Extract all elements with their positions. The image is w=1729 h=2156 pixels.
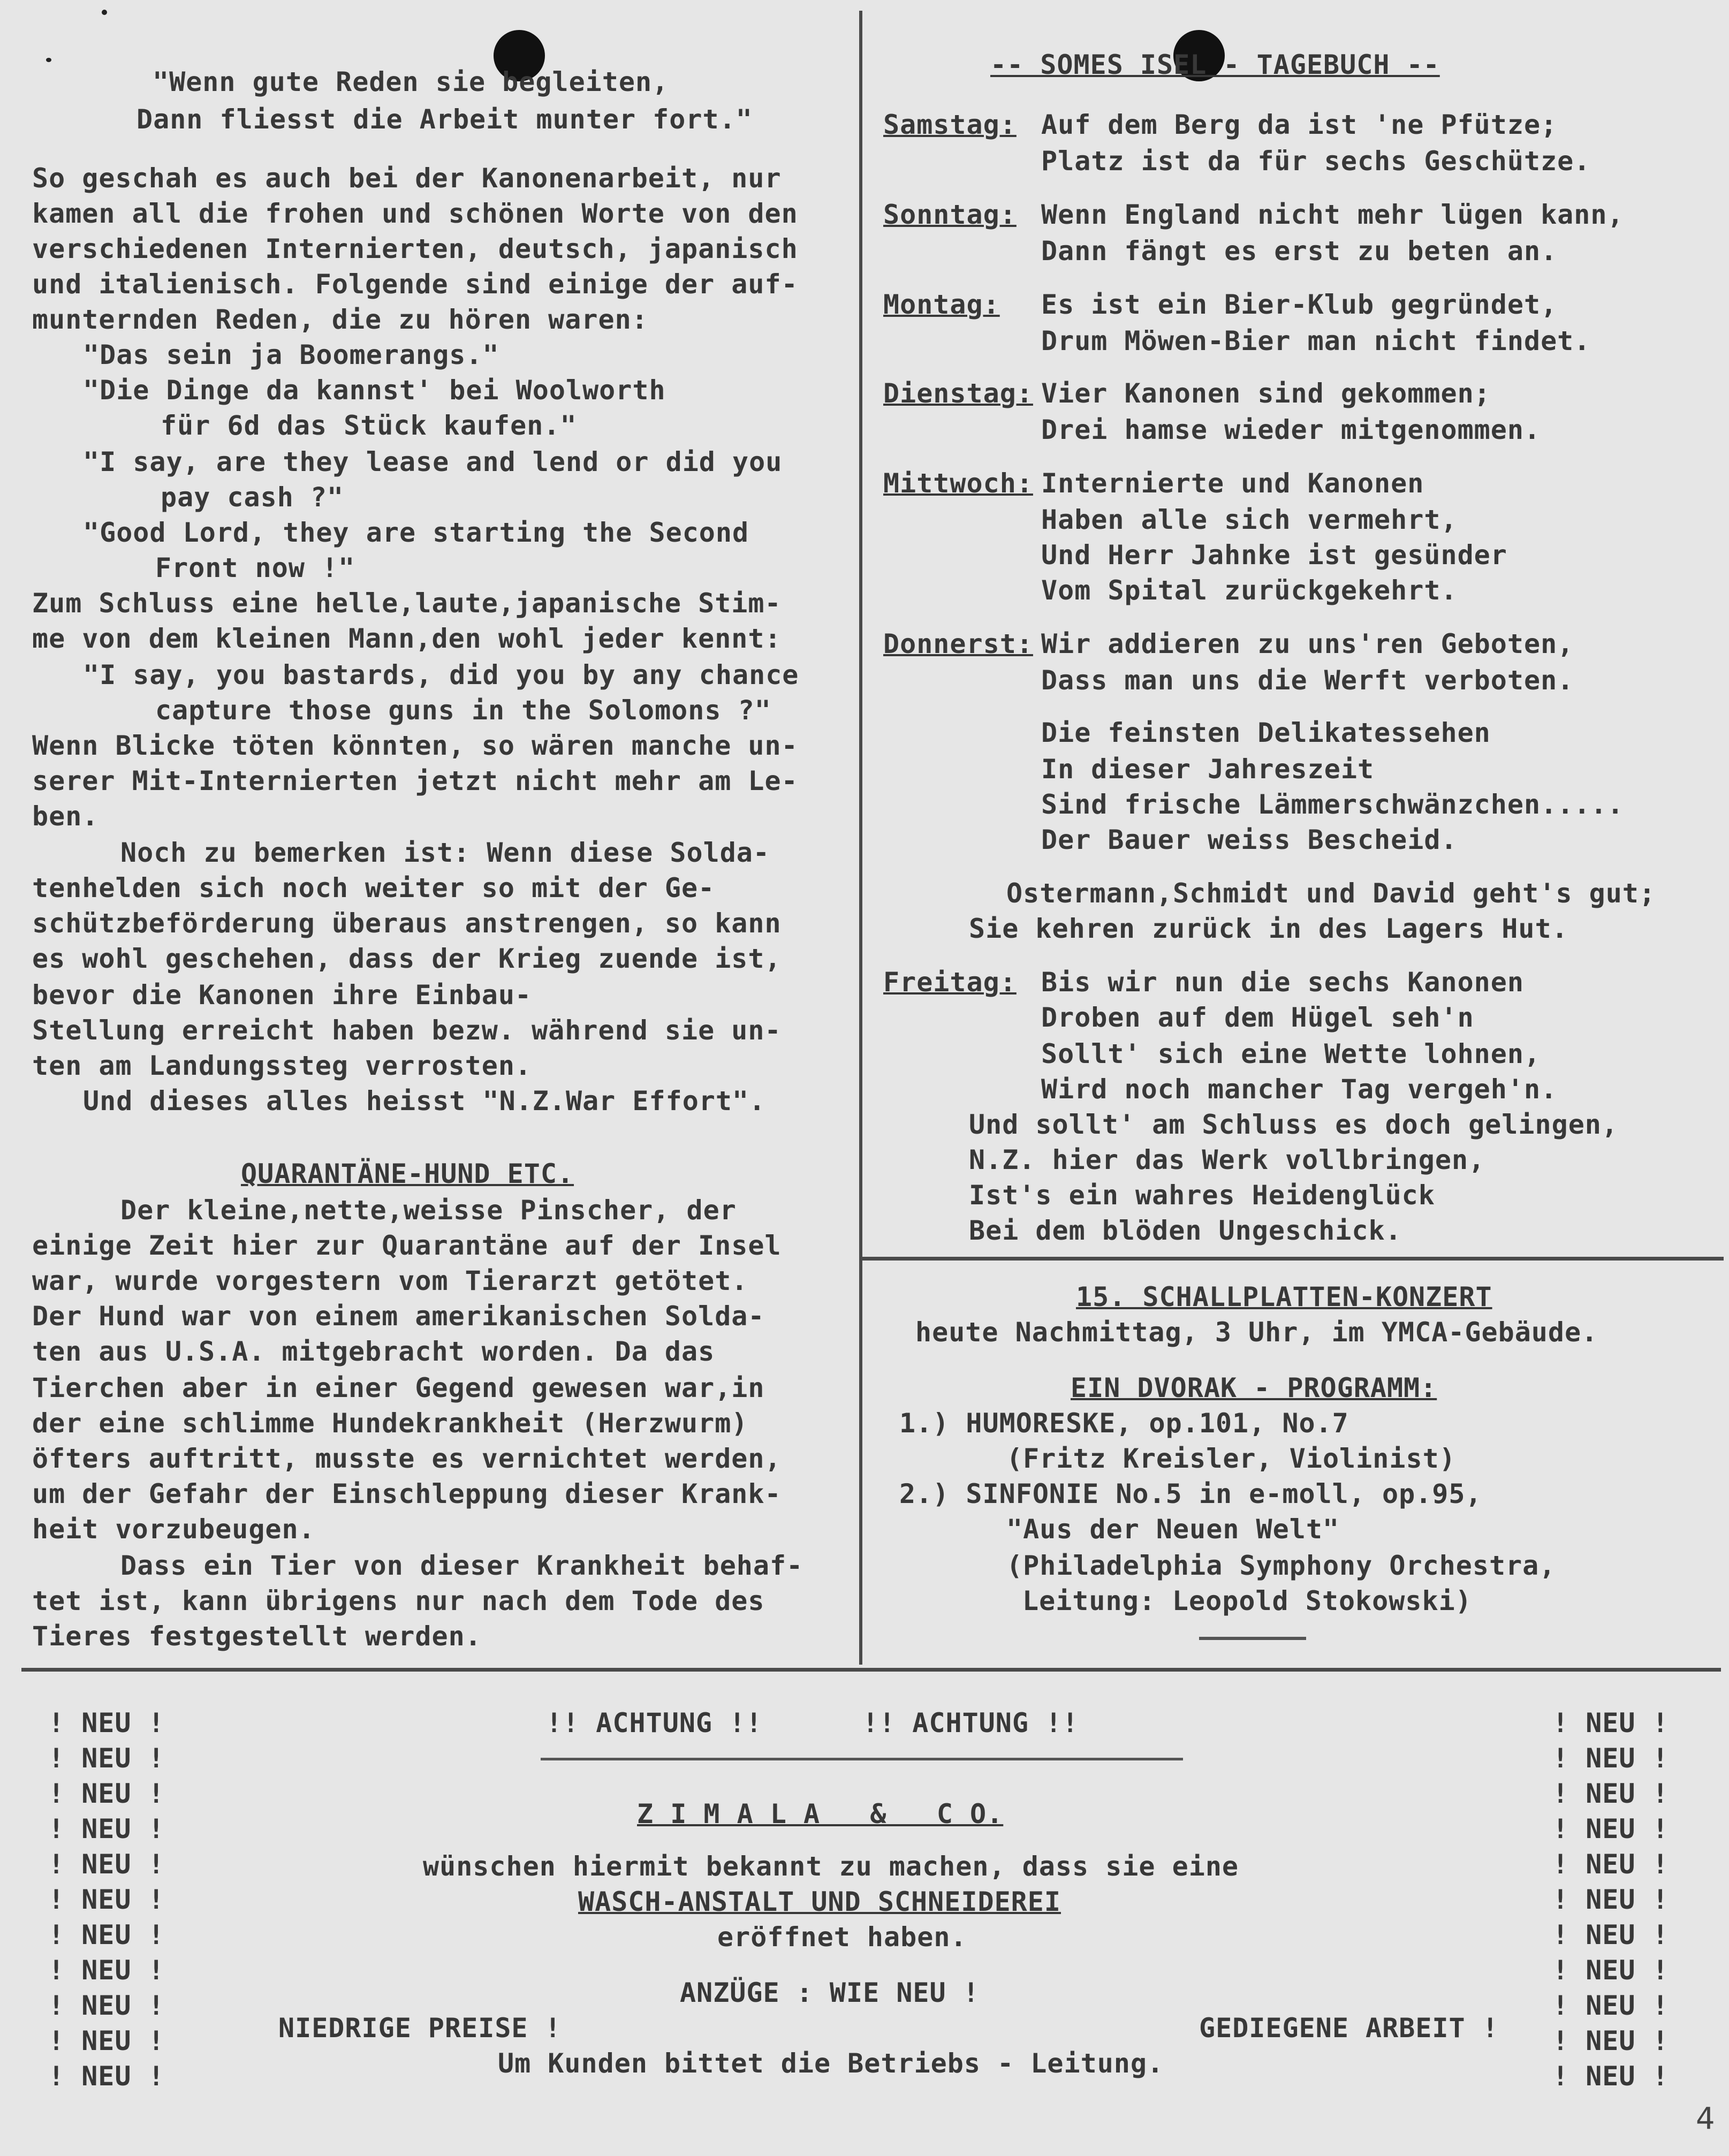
concert-heading: 15. SCHALLPLATTEN-KONZERT [1076, 1281, 1492, 1312]
remark-line: tenhelden sich noch weiter so mit der Ge- [32, 872, 715, 904]
side-neu-left: ! NEU ! [48, 2061, 165, 2092]
ad-company: Z I M A L A & C O. [637, 1798, 1004, 1829]
side-neu-right: ! NEU ! [1552, 1778, 1669, 1809]
body-line: kamen all die frohen und schönen Worte von den [32, 198, 798, 229]
body-line: munternden Reden, die zu hören waren: [32, 304, 648, 335]
saying-line: für 6d das Stück kaufen." [161, 410, 577, 441]
ink-speck [46, 58, 51, 62]
quarantine-line: Dass ein Tier von dieser Krankheit behaf- [120, 1550, 803, 1581]
program-line: (Fritz Kreisler, Violinist) [1006, 1443, 1456, 1474]
program-line: "Aus der Neuen Welt" [1006, 1514, 1340, 1545]
side-neu-left: ! NEU ! [48, 1955, 165, 1986]
closing-line: capture those guns in the Solomons ?" [155, 695, 771, 726]
remark-line: Stellung erreicht haben bezw. während sie un- [32, 1015, 782, 1046]
delicacy-line: In dieser Jahreszeit [1041, 754, 1375, 785]
side-neu-right: ! NEU ! [1552, 1743, 1669, 1774]
diary-line: Dass man uns die Werft verboten. [1041, 665, 1574, 696]
column-divider [859, 11, 862, 1665]
program-line: Leitung: Leopold Stokowski) [1022, 1585, 1472, 1616]
ad-rule [541, 1758, 1183, 1760]
friday-line: Droben auf dem Hügel seh'n [1041, 1002, 1474, 1033]
side-neu-left: ! NEU ! [48, 1778, 165, 1809]
quarantine-line: öfters auftritt, musste es vernichtet werden, [32, 1443, 782, 1474]
diary-line: Es ist ein Bier-Klub gegründet, [1041, 289, 1558, 320]
delicacy-line: Sind frische Lämmerschwänzchen..... [1041, 789, 1624, 820]
quarantine-heading: QUARANTÄNE-HUND ETC. [241, 1158, 574, 1189]
diary-day: Dienstag: [883, 378, 1033, 409]
ad-right-claim: GEDIEGENE ARBEIT ! [1199, 2013, 1499, 2044]
quarantine-line: einige Zeit hier zur Quarantäne auf der Insel [32, 1230, 782, 1261]
ad-left-claim: NIEDRIGE PREISE ! [278, 2013, 562, 2044]
friday-line: Bis wir nun die sechs Kanonen [1041, 967, 1524, 998]
side-neu-left: ! NEU ! [48, 1707, 165, 1739]
ad-line: wünschen hiermit bekannt zu machen, dass sie eine [423, 1851, 1239, 1882]
quarantine-line: tet ist, kann übrigens nur nach dem Tode des [32, 1585, 765, 1616]
quote-line: "Wenn gute Reden sie begleiten, [153, 66, 669, 97]
diary-line: Internierte und Kanonen [1041, 468, 1424, 499]
side-neu-right: ! NEU ! [1552, 1813, 1669, 1844]
friday-line: Sollt' sich eine Wette lohnen, [1041, 1038, 1541, 1069]
closing-line: "I say, you bastards, did you by any chance [83, 659, 799, 690]
remark-line: schützbeförderung überaus anstrengen, so kann [32, 908, 782, 939]
diary-line: Vom Spital zurückgekehrt. [1041, 575, 1458, 606]
delicacy-line: Der Bauer weiss Bescheid. [1041, 824, 1458, 855]
quarantine-line: heit vorzubeugen. [32, 1514, 315, 1545]
right-section-divider [859, 1257, 1724, 1261]
saying-line: pay cash ?" [161, 482, 344, 513]
friday-line: Wird noch mancher Tag vergeh'n. [1041, 1074, 1558, 1105]
side-neu-right: ! NEU ! [1552, 1849, 1669, 1880]
friday-line: N.Z. hier das Werk vollbringen, [969, 1144, 1485, 1175]
ink-speck [102, 10, 107, 15]
saying-line: "Good Lord, they are starting the Second [83, 517, 749, 548]
saying-line: "Die Dinge da kannst' bei Woolworth [83, 375, 666, 406]
friday-line: Ist's ein wahres Heidenglück [969, 1180, 1435, 1211]
side-neu-left: ! NEU ! [48, 2025, 165, 2056]
closing-line: Zum Schluss eine helle,laute,japanische Stim- [32, 588, 782, 619]
diary-line: Drum Möwen-Bier man nicht findet. [1041, 325, 1591, 356]
ostermann-line: Sie kehren zurück in des Lagers Hut. [969, 913, 1568, 944]
remark-line: bevor die Kanonen ihre Einbau- [32, 980, 532, 1011]
delicacy-line: Die feinsten Delikatessehen [1041, 717, 1491, 748]
closing-line: ben. [32, 801, 99, 832]
diary-line: Dann fängt es erst zu beten an. [1041, 236, 1558, 267]
side-neu-right: ! NEU ! [1552, 2025, 1669, 2056]
closing-line: Wenn Blicke töten könnten, so wären manche un- [32, 730, 798, 761]
diary-line: Platz ist da für sechs Geschütze. [1041, 146, 1591, 177]
quarantine-line: der eine schlimme Hundekrankheit (Herzwurm) [32, 1408, 748, 1439]
side-neu-right: ! NEU ! [1552, 1955, 1669, 1986]
diary-day: Freitag: [883, 967, 1017, 998]
diary-line: Drei hamse wieder mitgenommen. [1041, 414, 1541, 445]
diary-day: Montag: [883, 289, 1000, 320]
side-neu-left: ! NEU ! [48, 1919, 165, 1950]
side-neu-right: ! NEU ! [1552, 1990, 1669, 2021]
side-neu-left: ! NEU ! [48, 1990, 165, 2021]
closing-line: serer Mit-Internierten jetzt nicht mehr am Le- [32, 765, 798, 796]
diary-line: Wenn England nicht mehr lügen kann, [1041, 199, 1624, 230]
body-line: verschiedenen Internierten, deutsch, japanisch [32, 233, 798, 264]
end-rule [1199, 1637, 1306, 1640]
ostermann-line: Ostermann,Schmidt und David geht's gut; [1006, 878, 1656, 909]
quarantine-line: Der Hund war von einem amerikanischen Solda- [32, 1301, 765, 1332]
side-neu-left: ! NEU ! [48, 1884, 165, 1915]
quarantine-line: Der kleine,nette,weisse Pinscher, der [120, 1195, 737, 1226]
diary-line: Auf dem Berg da ist 'ne Pfütze; [1041, 109, 1558, 140]
side-neu-right: ! NEU ! [1552, 1707, 1669, 1739]
side-neu-right: ! NEU ! [1552, 1919, 1669, 1950]
diary-line: Und Herr Jahnke ist gesünder [1041, 540, 1507, 571]
saying-line: "I say, are they lease and lend or did you [83, 446, 783, 477]
side-neu-left: ! NEU ! [48, 1743, 165, 1774]
diary-day: Donnerst: [883, 628, 1033, 659]
ad-attention: !! ACHTUNG !! !! ACHTUNG !! [546, 1707, 1079, 1739]
concert-time: heute Nachmittag, 3 Uhr, im YMCA-Gebäude. [915, 1317, 1598, 1348]
side-neu-left: ! NEU ! [48, 1813, 165, 1844]
side-neu-left: ! NEU ! [48, 1849, 165, 1880]
closing-line: me von dem kleinen Mann,den wohl jeder kennt: [32, 623, 782, 654]
quarantine-line: um der Gefahr der Einschleppung dieser Krank- [32, 1478, 782, 1509]
remark-line: Und dieses alles heisst "N.Z.War Effort". [83, 1085, 766, 1117]
program-line: (Philadelphia Symphony Orchestra, [1006, 1550, 1556, 1581]
quarantine-line: war, wurde vorgestern vom Tierarzt getötet. [32, 1265, 748, 1296]
body-line: und italienisch. Folgende sind einige der auf- [32, 269, 798, 300]
remark-line: Noch zu bemerken ist: Wenn diese Solda- [120, 837, 770, 868]
remark-line: es wohl geschehen, dass der Krieg zuende ist, [32, 943, 782, 974]
quarantine-line: Tierchen aber in einer Gegend gewesen war,in [32, 1372, 765, 1403]
program-line: 2.) SINFONIE No.5 in e-moll, op.95, [899, 1478, 1482, 1509]
remark-line: ten am Landungssteg verrosten. [32, 1050, 532, 1081]
saying-line: Front now !" [155, 552, 355, 583]
friday-line: Und sollt' am Schluss es doch gelingen, [969, 1109, 1618, 1140]
diary-day: Samstag: [883, 109, 1017, 140]
diary-heading: -- SOMES ISEL - TAGEBUCH -- [990, 49, 1440, 80]
quote-line: Dann fliesst die Arbeit munter fort." [136, 104, 753, 135]
ad-slogan: ANZÜGE : WIE NEU ! [680, 1977, 980, 2008]
page-number: 4 [1696, 2101, 1715, 2136]
saying-line: "Das sein ja Boomerangs." [83, 339, 499, 370]
ad-closing: Um Kunden bittet die Betriebs - Leitung. [498, 2048, 1164, 2079]
side-neu-right: ! NEU ! [1552, 2061, 1669, 2092]
friday-line: Bei dem blöden Ungeschick. [969, 1215, 1402, 1246]
diary-line: Haben alle sich vermehrt, [1041, 504, 1458, 535]
diary-line: Vier Kanonen sind gekommen; [1041, 378, 1491, 409]
ad-line: eröffnet haben. [717, 1922, 967, 1953]
diary-day: Mittwoch: [883, 468, 1033, 499]
ad-line: WASCH-ANSTALT UND SCHNEIDEREI [578, 1886, 1061, 1917]
ad-divider [21, 1668, 1721, 1672]
program-line: 1.) HUMORESKE, op.101, No.7 [899, 1408, 1349, 1439]
diary-line: Wir addieren zu uns'ren Geboten, [1041, 628, 1574, 659]
program-heading: EIN DVORAK - PROGRAMM: [1071, 1372, 1437, 1403]
body-line: So geschah es auch bei der Kanonenarbeit, nur [32, 163, 782, 194]
quarantine-line: ten aus U.S.A. mitgebracht worden. Da das [32, 1336, 715, 1367]
diary-day: Sonntag: [883, 199, 1017, 230]
side-neu-right: ! NEU ! [1552, 1884, 1669, 1915]
quarantine-line: Tieres festgestellt werden. [32, 1621, 482, 1652]
